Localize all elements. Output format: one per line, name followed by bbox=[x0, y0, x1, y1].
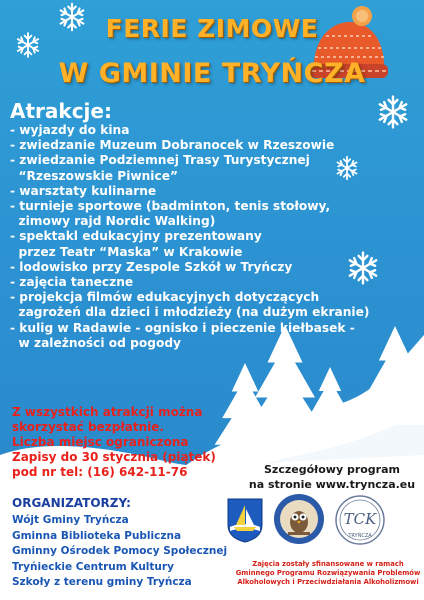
list-item: “Rzeszowskie Piwnice” bbox=[10, 168, 178, 183]
list-item: przez Teatr “Maska” w Krakowie bbox=[10, 244, 243, 259]
tck-logo-subtext: TRYŃCZA bbox=[348, 533, 372, 539]
list-item: - spektakl edukacyjny prezentowany bbox=[10, 229, 262, 244]
attractions-list bbox=[10, 123, 415, 351]
info-line: Liczba miejsc ograniczona bbox=[12, 435, 189, 449]
list-item: - lodowisko przy Zespole Szkół w Tryńczy bbox=[10, 259, 293, 274]
funding-line: Alkoholowych i Przeciwdziałania Alkoholizmowi bbox=[237, 578, 419, 586]
coat-of-arms-logo bbox=[226, 497, 264, 543]
program-info bbox=[242, 462, 422, 492]
list-item: - kulig w Radawie - ognisko i pieczenie kiełbasek - bbox=[10, 320, 355, 335]
list-item: Gminna Biblioteka Publiczna bbox=[12, 529, 182, 542]
info-line: Zapisy do 30 stycznia (piątek) bbox=[12, 450, 216, 464]
funding-line: Zajęcia zostały sfinansowane w ramach bbox=[252, 560, 404, 568]
list-item: Gminny Ośrodek Pomocy Społecznej bbox=[12, 545, 228, 558]
list-item: - projekcja filmów edukacyjnych dotyczących bbox=[10, 290, 320, 305]
title-line-1: FERIE ZIMOWE bbox=[105, 14, 319, 43]
program-line-1: Szczegółowy program bbox=[264, 463, 400, 476]
funding-note bbox=[232, 560, 424, 587]
info-line: skorzystać bezpłatnie. bbox=[12, 420, 164, 434]
list-item: w zależności od pogody bbox=[10, 335, 181, 350]
tck-logo bbox=[334, 494, 386, 546]
organizers-list bbox=[12, 513, 227, 591]
list-item: Szkoły z terenu gminy Tryńcza bbox=[12, 576, 192, 589]
list-item: - zwiedzanie Podziemnej Trasy Turystycznej bbox=[10, 153, 310, 168]
info-line: pod nr tel: (16) 642-11-76 bbox=[12, 465, 188, 479]
list-item: zimowy rajd Nordic Walking) bbox=[10, 214, 216, 229]
program-line-2: na stronie www.tryncza.eu bbox=[248, 478, 416, 491]
list-item: Tryńieckie Centrum Kultury bbox=[12, 560, 174, 573]
attractions-heading: Atrakcje: bbox=[10, 99, 112, 123]
info-line: Z wszystkich atrakcji można bbox=[12, 405, 203, 419]
list-item: - warsztaty kulinarne bbox=[10, 183, 157, 198]
tck-logo-mark bbox=[334, 494, 386, 546]
list-item: - zwiedzanie Muzeum Dobranocek w Rzeszowie bbox=[10, 138, 335, 153]
list-item: - zajęcia taneczne bbox=[10, 275, 134, 290]
organizers-heading: ORGANIZATORZY: bbox=[12, 496, 131, 510]
title-line-2: W GMINIE TRYŃCZA bbox=[58, 58, 366, 89]
list-item: - turnieje sportowe (badminton, tenis stołowy, bbox=[10, 199, 331, 214]
registration-info bbox=[12, 405, 216, 480]
list-item: Wójt Gminy Tryńcza bbox=[12, 514, 129, 526]
list-item: zagrożeń dla dzieci i młodzieży (na dużym ekranie) bbox=[10, 305, 370, 320]
list-item: - wyjazdy do kina bbox=[10, 123, 130, 137]
tck-logo-text: TCK bbox=[343, 510, 377, 528]
library-owl-logo bbox=[272, 492, 326, 546]
funding-line: Gminnego Programu Rozwiązywania Problemów bbox=[235, 569, 421, 577]
